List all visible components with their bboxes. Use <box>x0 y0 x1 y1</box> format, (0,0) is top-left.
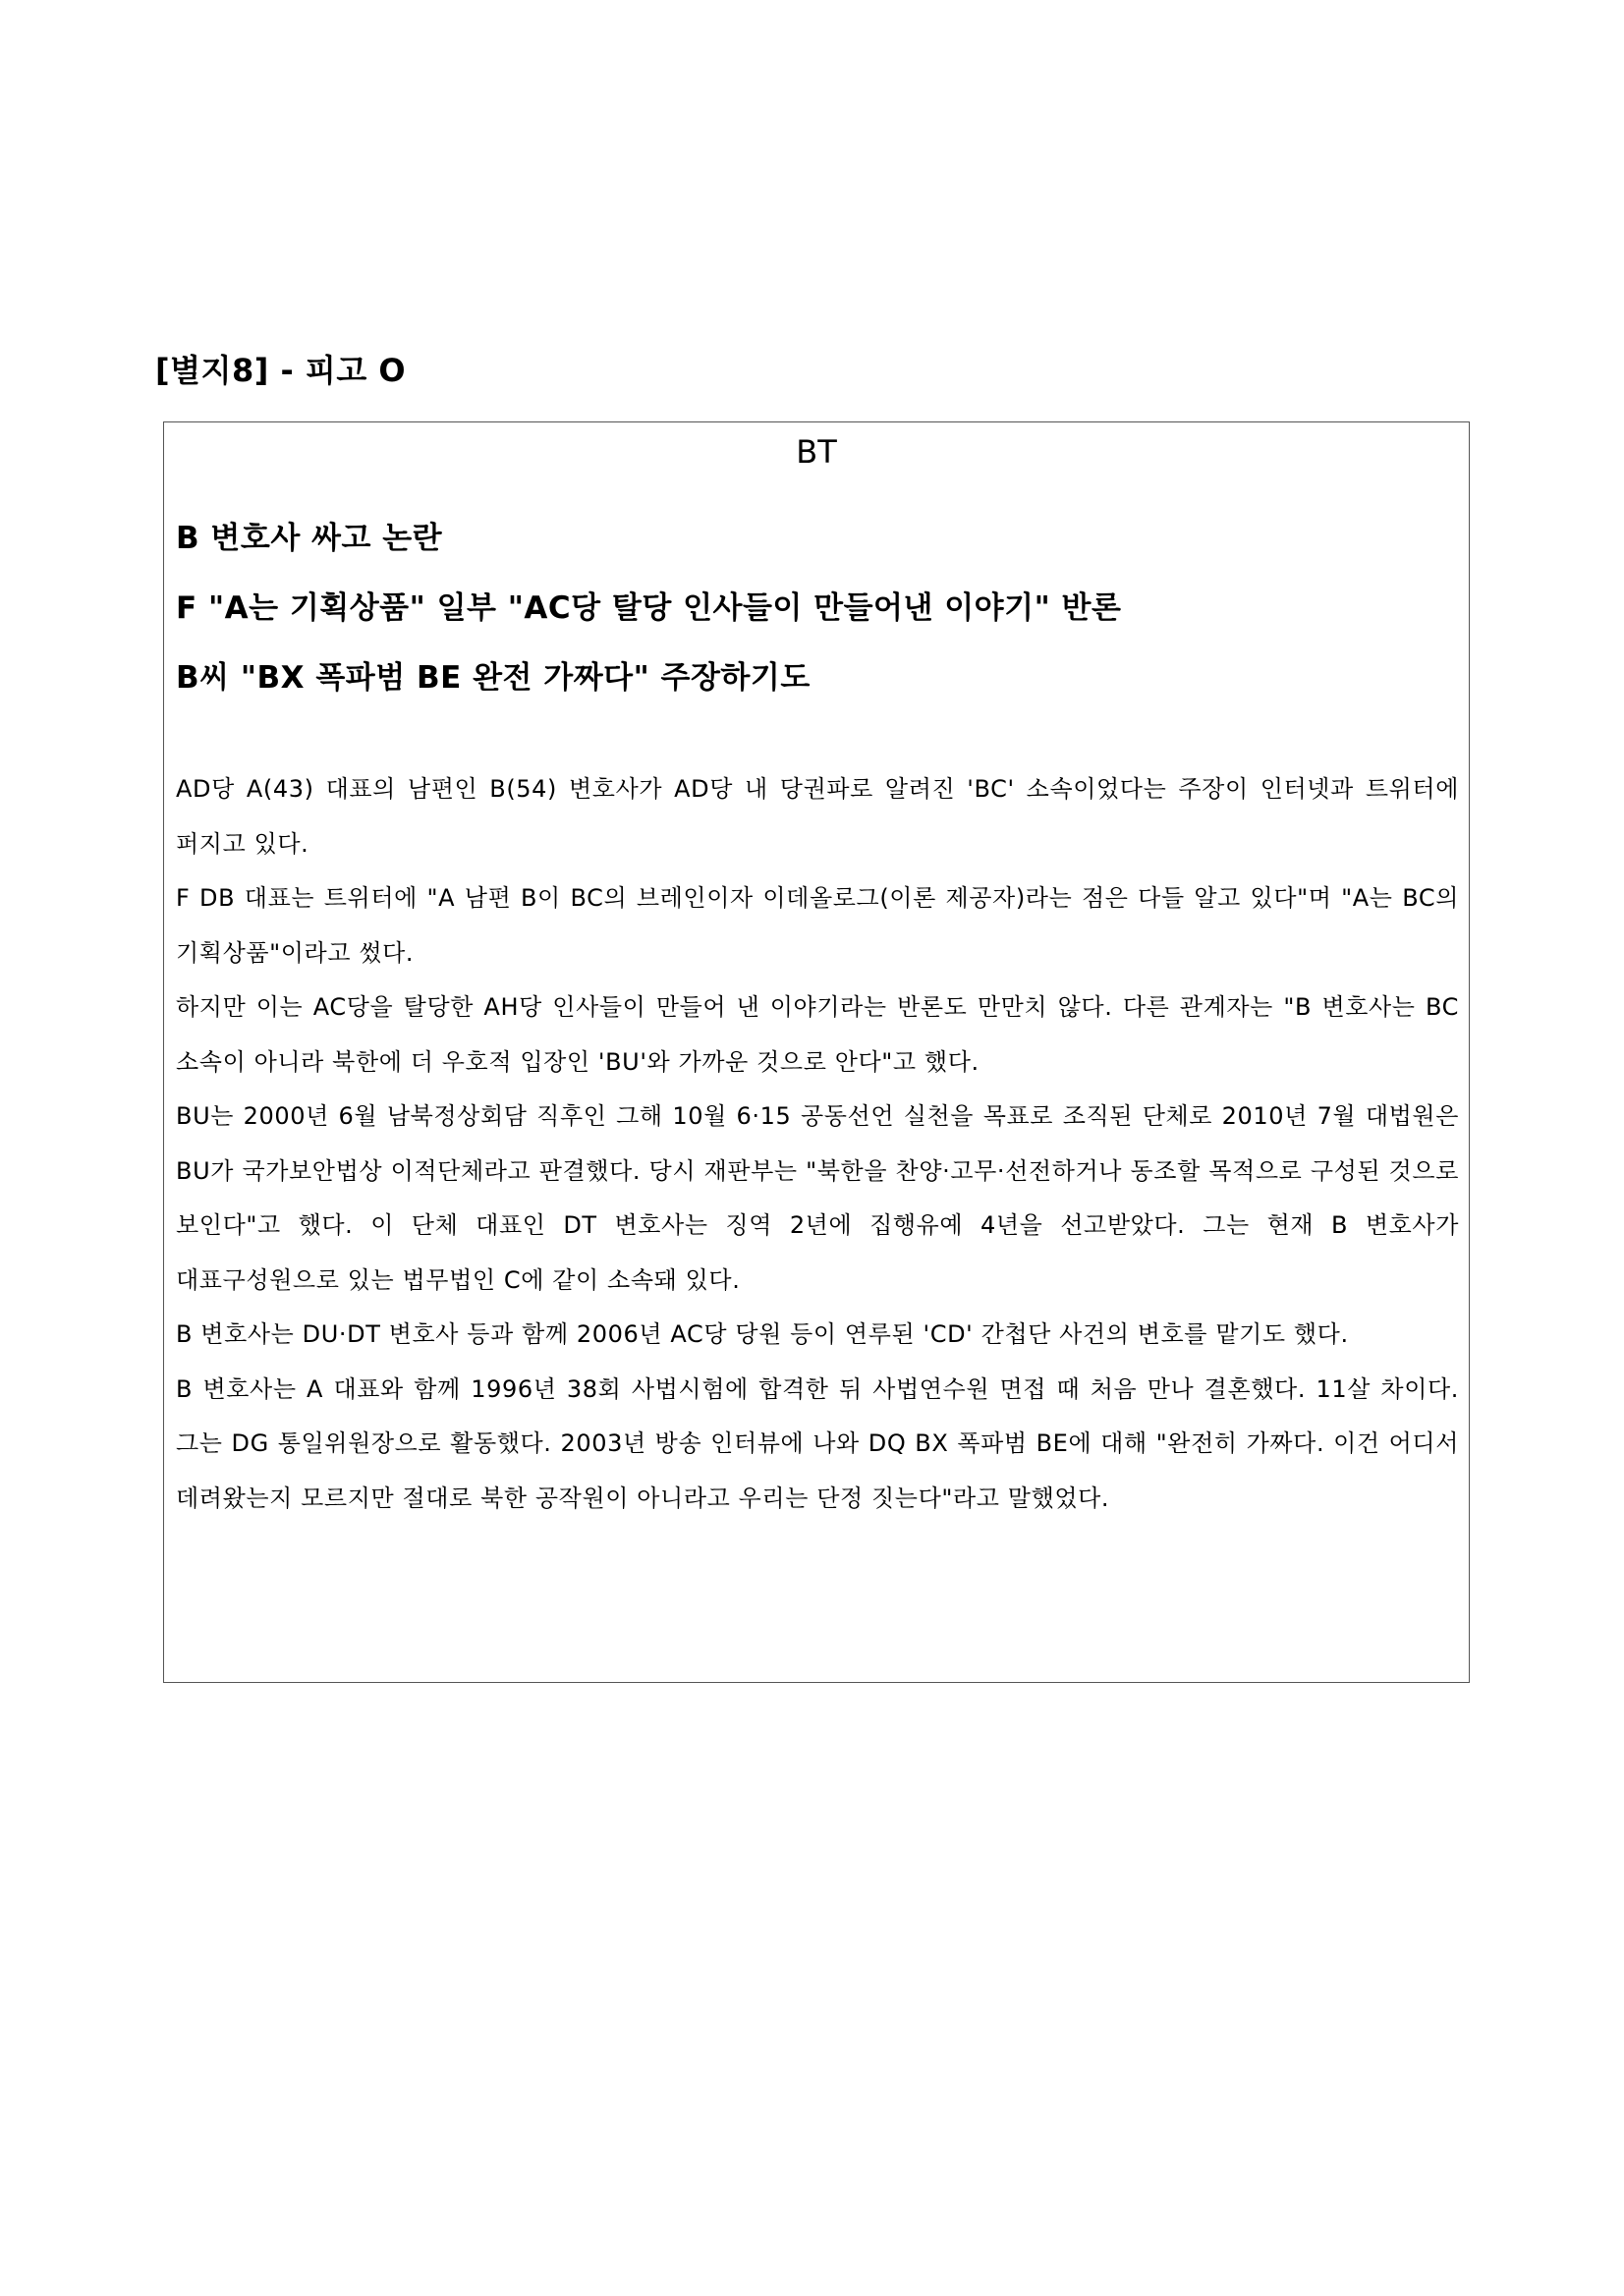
headline-1: B 변호사 싸고 논란 <box>176 521 443 556</box>
paragraph-1: AD당 A(43) 대표의 남편인 B(54) 변호사가 AD당 내 당권파로 알려진 'BC' 소속이었다는 주장이 인터넷과 트위터에 퍼지고 있다. <box>176 775 1459 858</box>
article-body <box>176 762 1459 1526</box>
headline-2: F "A는 기획상품" 일부 "AC당 탈당 인사들이 만들어낸 이야기" 반론 <box>176 590 1122 626</box>
page-header: [별지8] - 피고 O <box>155 352 407 389</box>
paragraph-4: BU는 2000년 6월 남북정상회담 직후인 그해 10월 6·15 공동선언 실천을 목표로 조직된 단체로 2010년 7월 대법원은 BU가 국가보안법상 이적단체라고 판결했다. 당시 재판부는 "북한을 찬양·고무·선전하거나 동조할 목적으로 구성된 것으로 보인다"고 했다. 이 단체 대표인 DT 변호사는 징역 2년에 집행유예 4년을 선고받았다. 그는 현재 B 변호사가 대표구성원으로 있는 법무법인 C에 같이 소속돼 있다. <box>176 1102 1459 1294</box>
paragraph-2: F DB 대표는 트위터에 "A 남편 B이 BC의 브레인이자 이데올로그(이론 제공자)라는 점은 다들 알고 있다"며 "A는 BC의 기획상품"이라고 썼다. <box>176 884 1459 967</box>
headline-3: B씨 "BX 폭파범 BE 완전 가짜다" 주장하기도 <box>176 660 811 696</box>
paragraph-5: B 변호사는 DU·DT 변호사 등과 함께 2006년 AC당 당원 등이 연루된 'CD' 간첩단 사건의 변호를 맡기도 했다. <box>176 1320 1349 1348</box>
paragraph-6: B 변호사는 A 대표와 함께 1996년 38회 사법시험에 합격한 뒤 사법연수원 면접 때 처음 만나 결혼했다. 11살 차이다. 그는 DG 통일위원장으로 활동했다. 2003년 방송 인터뷰에 나와 DQ BX 폭파범 BE에 대해 "완전히 가짜다. 이건 어디서 데려왔는지 모르지만 절대로 북한 공작원이 아니라고 우리는 단정 짓는다"라고 말했었다. <box>176 1374 1459 1512</box>
paragraph-3: 하지만 이는 AC당을 탈당한 AH당 인사들이 만들어 낸 이야기라는 반론도 만만치 않다. 다른 관계자는 "B 변호사는 BC 소속이 아니라 북한에 더 우호적 입장인 'BU'와 가까운 것으로 안다"고 했다. <box>176 993 1459 1076</box>
headlines <box>176 519 1457 728</box>
article-box <box>163 421 1470 1683</box>
article-source: BT <box>796 433 837 471</box>
